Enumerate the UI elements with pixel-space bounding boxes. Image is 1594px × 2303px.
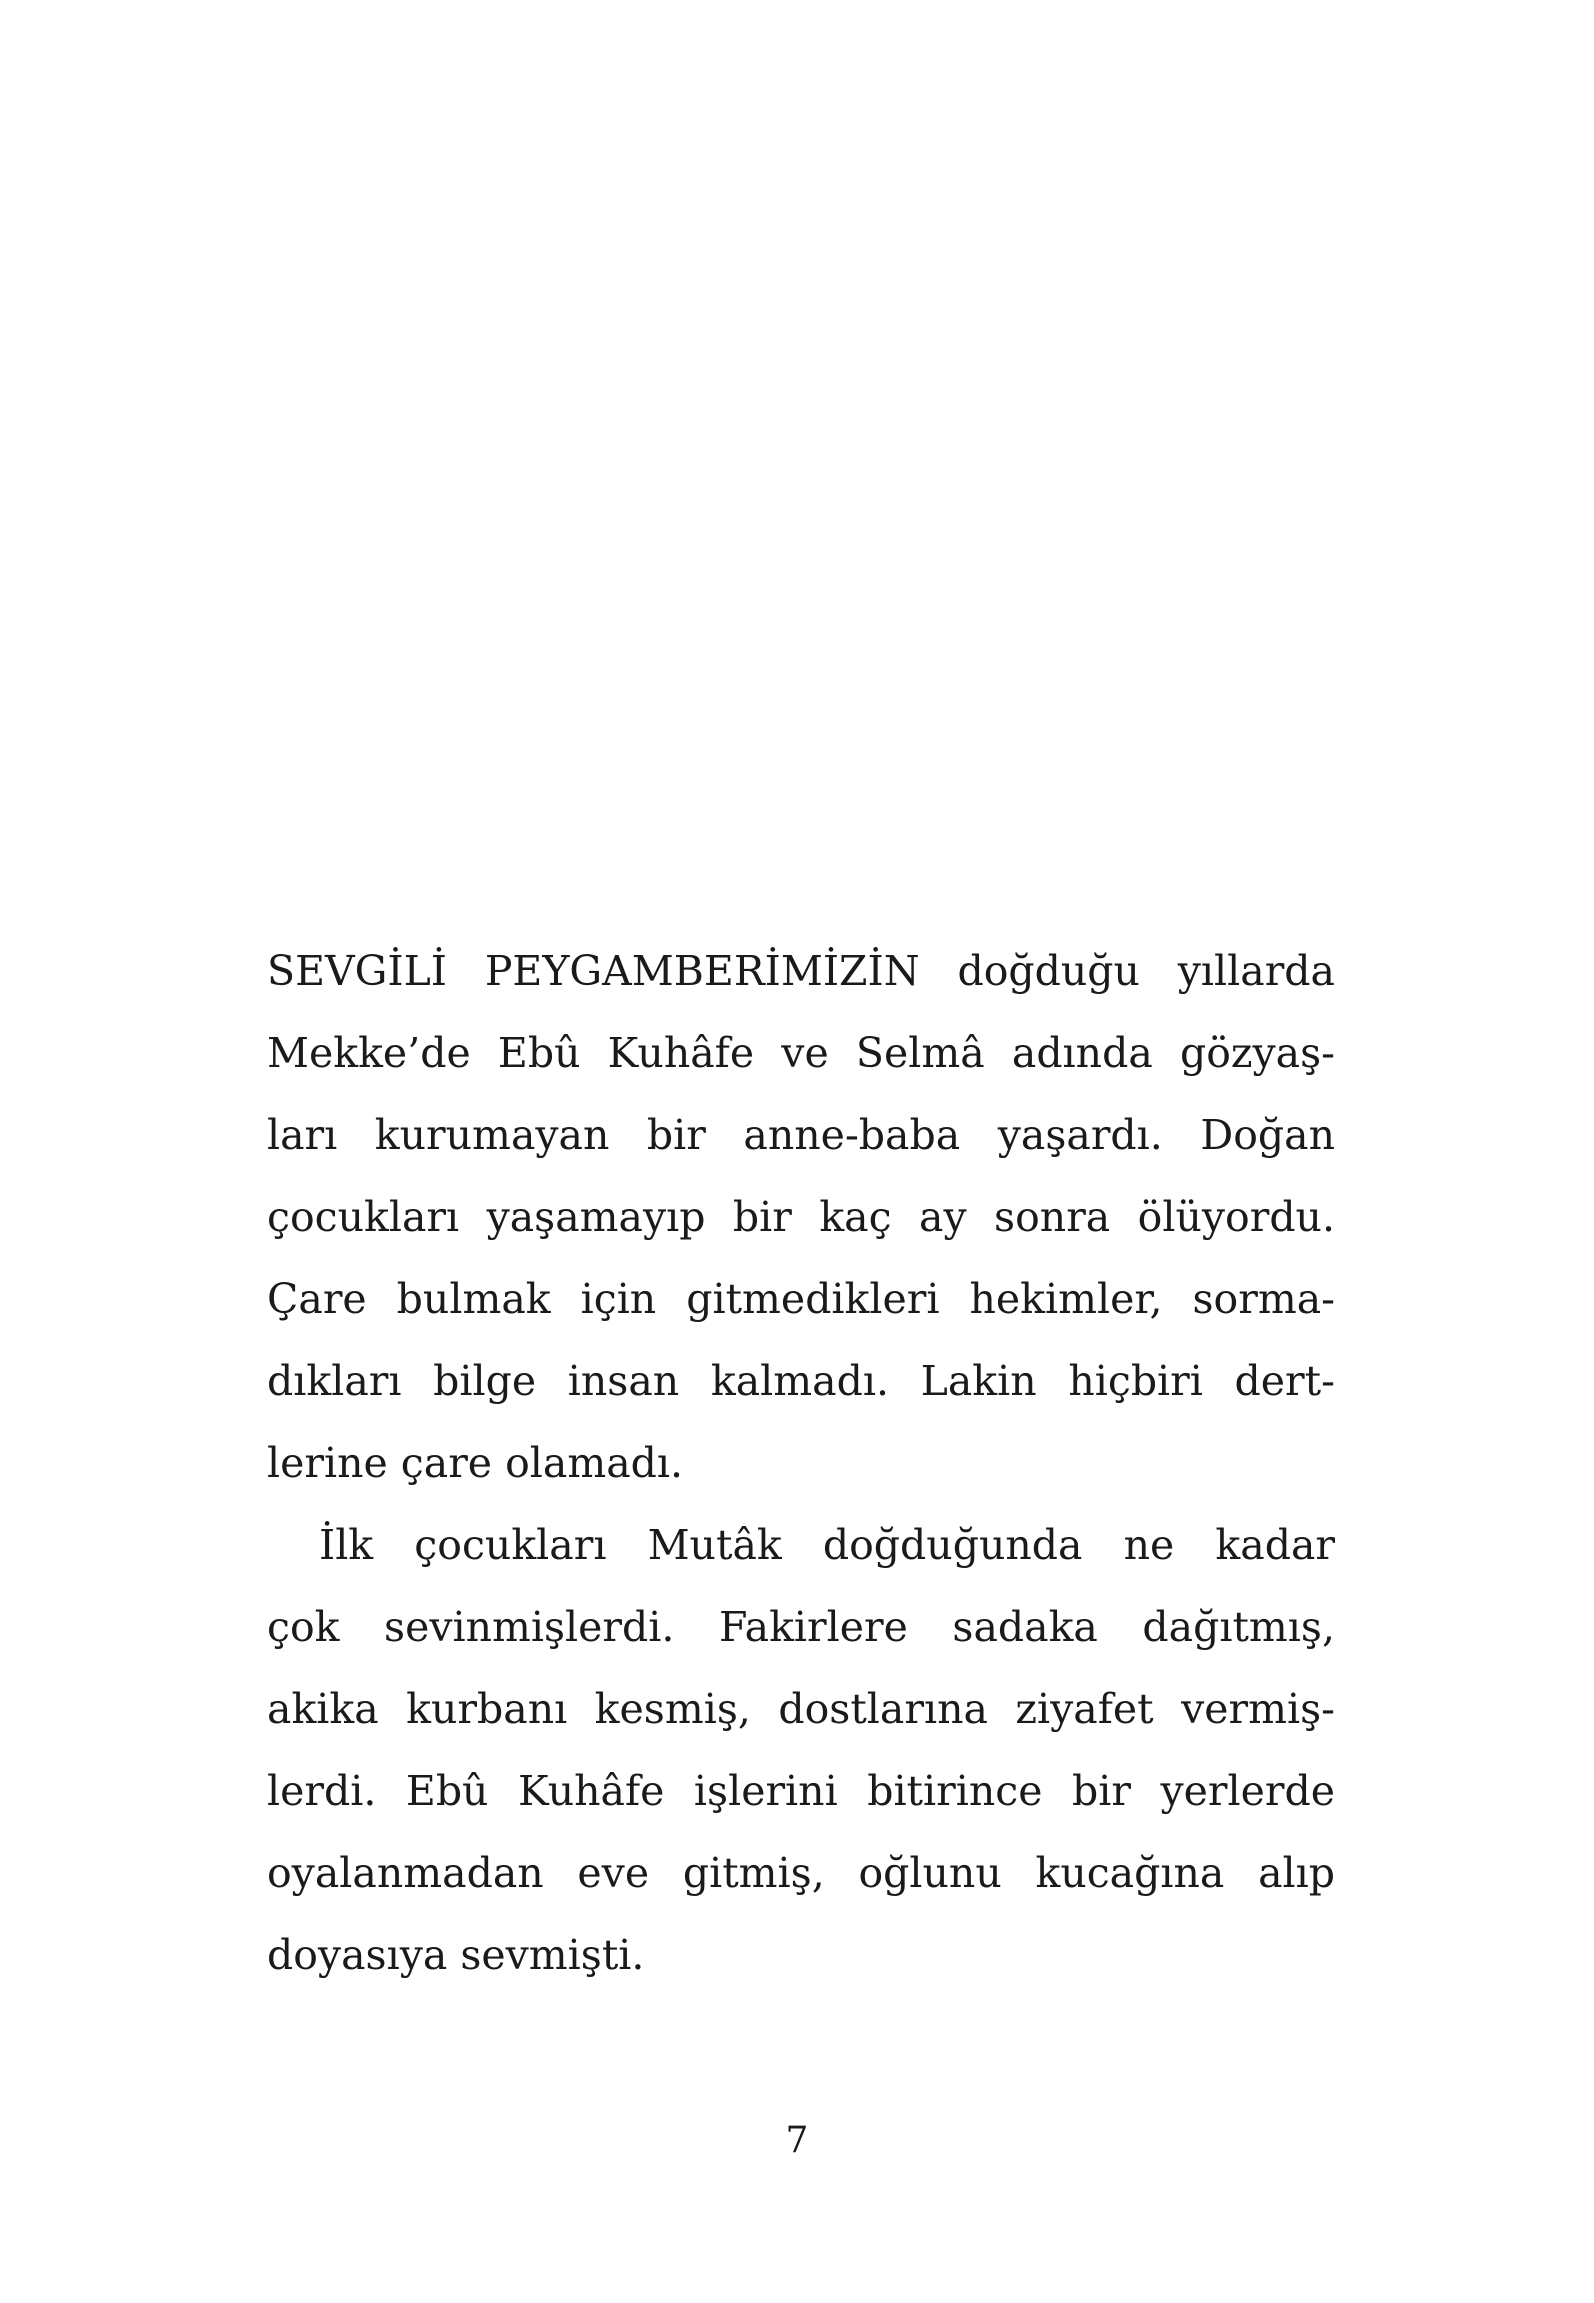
text-line: oyalanmadan eve gitmiş, oğlunu kucağına alıp <box>267 1849 1335 1897</box>
text-line: lerine çare olamadı. <box>267 1439 684 1487</box>
paragraph-1 <box>267 930 1335 1504</box>
text-line: SEVGİLİ PEYGAMBERİMİZİN doğduğu yıllarda <box>267 947 1335 995</box>
paragraph-2 <box>267 1504 1335 1996</box>
text-line: çok sevinmişlerdi. Fakirlere sadaka dağıtmış, <box>267 1603 1335 1651</box>
text-line: Mekke’de Ebû Kuhâfe ve Selmâ adında gözyaş- <box>267 1029 1335 1077</box>
text-line: çocukları yaşamayıp bir kaç ay sonra ölüyordu. <box>267 1193 1335 1241</box>
body-text <box>267 930 1335 1996</box>
text-line: İlk çocukları Mutâk doğduğunda ne kadar <box>319 1521 1335 1569</box>
text-line: doyasıya sevmişti. <box>267 1931 645 1979</box>
page-number: 7 <box>785 2120 809 2161</box>
text-line: akika kurbanı kesmiş, dostlarına ziyafet vermiş- <box>267 1685 1335 1733</box>
text-line: Çare bulmak için gitmedikleri hekimler, sorma- <box>267 1275 1335 1323</box>
text-line: ları kurumayan bir anne-baba yaşardı. Doğan <box>267 1111 1335 1159</box>
text-line: dıkları bilge insan kalmadı. Lakin hiçbiri dert- <box>267 1357 1335 1405</box>
text-line: lerdi. Ebû Kuhâfe işlerini bitirince bir yerlerde <box>267 1767 1335 1815</box>
